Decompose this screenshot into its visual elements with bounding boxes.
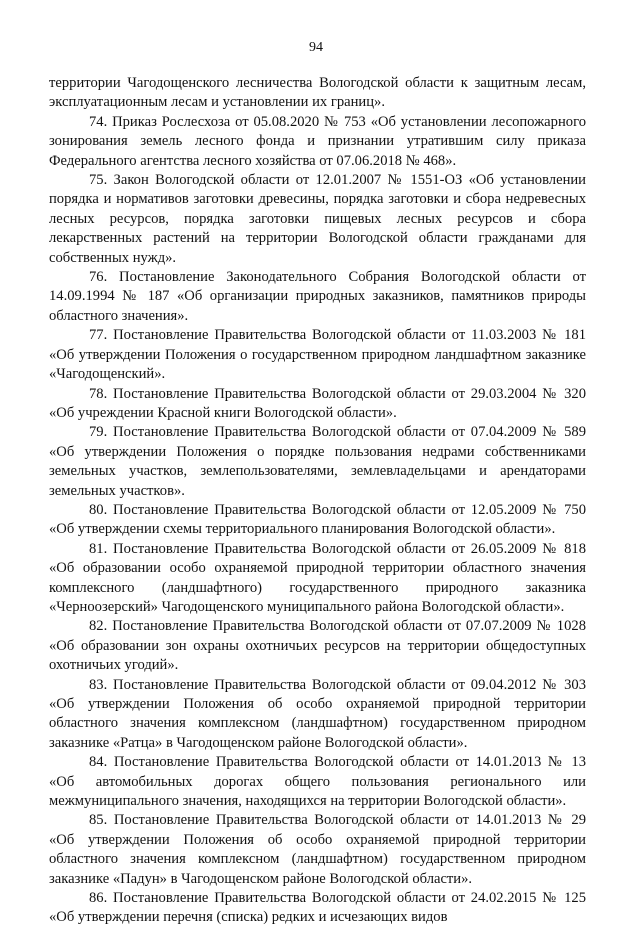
list-item-80: 80. Постановление Правительства Вологодской области от 12.05.2009 № 750 «Об утверждении схемы территориального планирования Вологодской области». (49, 501, 586, 538)
paragraph: территории Чагодощенского лесничества Вологодской области к защитным лесам, эксплуатационным лесам и установлении их границ». (49, 75, 586, 111)
list-item-82: 82. Постановление Правительства Вологодской области от 07.07.2009 № 1028 «Об образовании зон охраны охотничьих ресурсов на территории общедоступных охотничьих угодий». (49, 618, 586, 674)
document-body (49, 74, 586, 928)
list-item-77: 77. Постановление Правительства Вологодской области от 11.03.2003 № 181 «Об утверждении Положения о государственном природном ландшафтном заказнике «Чагодощенский». (49, 327, 586, 383)
list-item-86: 86. Постановление Правительства Вологодской области от 24.02.2015 № 125 «Об утверждении перечня (списка) редких и исчезающих видов (49, 890, 586, 926)
list-item-78: 78. Постановление Правительства Вологодской области от 29.03.2004 № 320 «Об учреждении Красной книги Вологодской области». (49, 385, 586, 421)
list-item-79: 79. Постановление Правительства Вологодской области от 07.04.2009 № 589 «Об утверждении Положения о порядке пользования недрами собственниками земельных участков, землепользователями, землевладельцами и арендаторами земельных участков». (49, 424, 586, 499)
list-item-81: 81. Постановление Правительства Вологодской области от 26.05.2009 № 818 «Об образовании особо охраняемой природной территории областного значения комплексного (ландшафтного) государственного природного заказника «Черноозерский» Чагодощенского муниципального района Вологодской области». (49, 540, 586, 615)
page-number: 94 (309, 40, 323, 55)
list-item-75: 75. Закон Вологодской области от 12.01.2007 № 1551-ОЗ «Об установлении порядка и нормативов заготовки древесины, порядка заготовки и сбора недревесных лесных ресурсов, порядка заготовки пищевых лесных ресурсов и сбора лекарственных растений на территории Вологодской области гражданами для собственных нужд». (49, 172, 586, 266)
list-item-84: 84. Постановление Правительства Вологодской области от 14.01.2013 № 13 «Об автомобильных дорогах общего пользования регионального или межмуниципального значения, находящихся на территории Вологодской области». (49, 754, 586, 810)
list-item-74: 74. Приказ Рослесхоза от 05.08.2020 № 753 «Об установлении лесопожарного зонирования земель лесного фонда и признании утратившим силу приказа Федерального агентства лесного хозяйства от 07.06.2018 № 468». (49, 113, 586, 169)
list-item-76: 76. Постановление Законодательного Собрания Вологодской области от 14.09.1994 № 187 «Об организации природных заказников, памятников природы областного значения». (49, 269, 586, 324)
list-item-85: 85. Постановление Правительства Вологодской области от 14.01.2013 № 29 «Об утверждении Положения об особо охраняемой природной территории областного значения комплексном (ландшафтном) государственном природном заказнике «Падун» в Чагодощенском районе Вологодской области». (49, 812, 586, 887)
list-item-83: 83. Постановление Правительства Вологодской области от 09.04.2012 № 303 «Об утверждении Положения об особо охраняемой природной территории областного значения комплексном (ландшафтном) государственном природном заказнике «Ратца» в Чагодощенском районе Вологодской области». (49, 676, 586, 751)
